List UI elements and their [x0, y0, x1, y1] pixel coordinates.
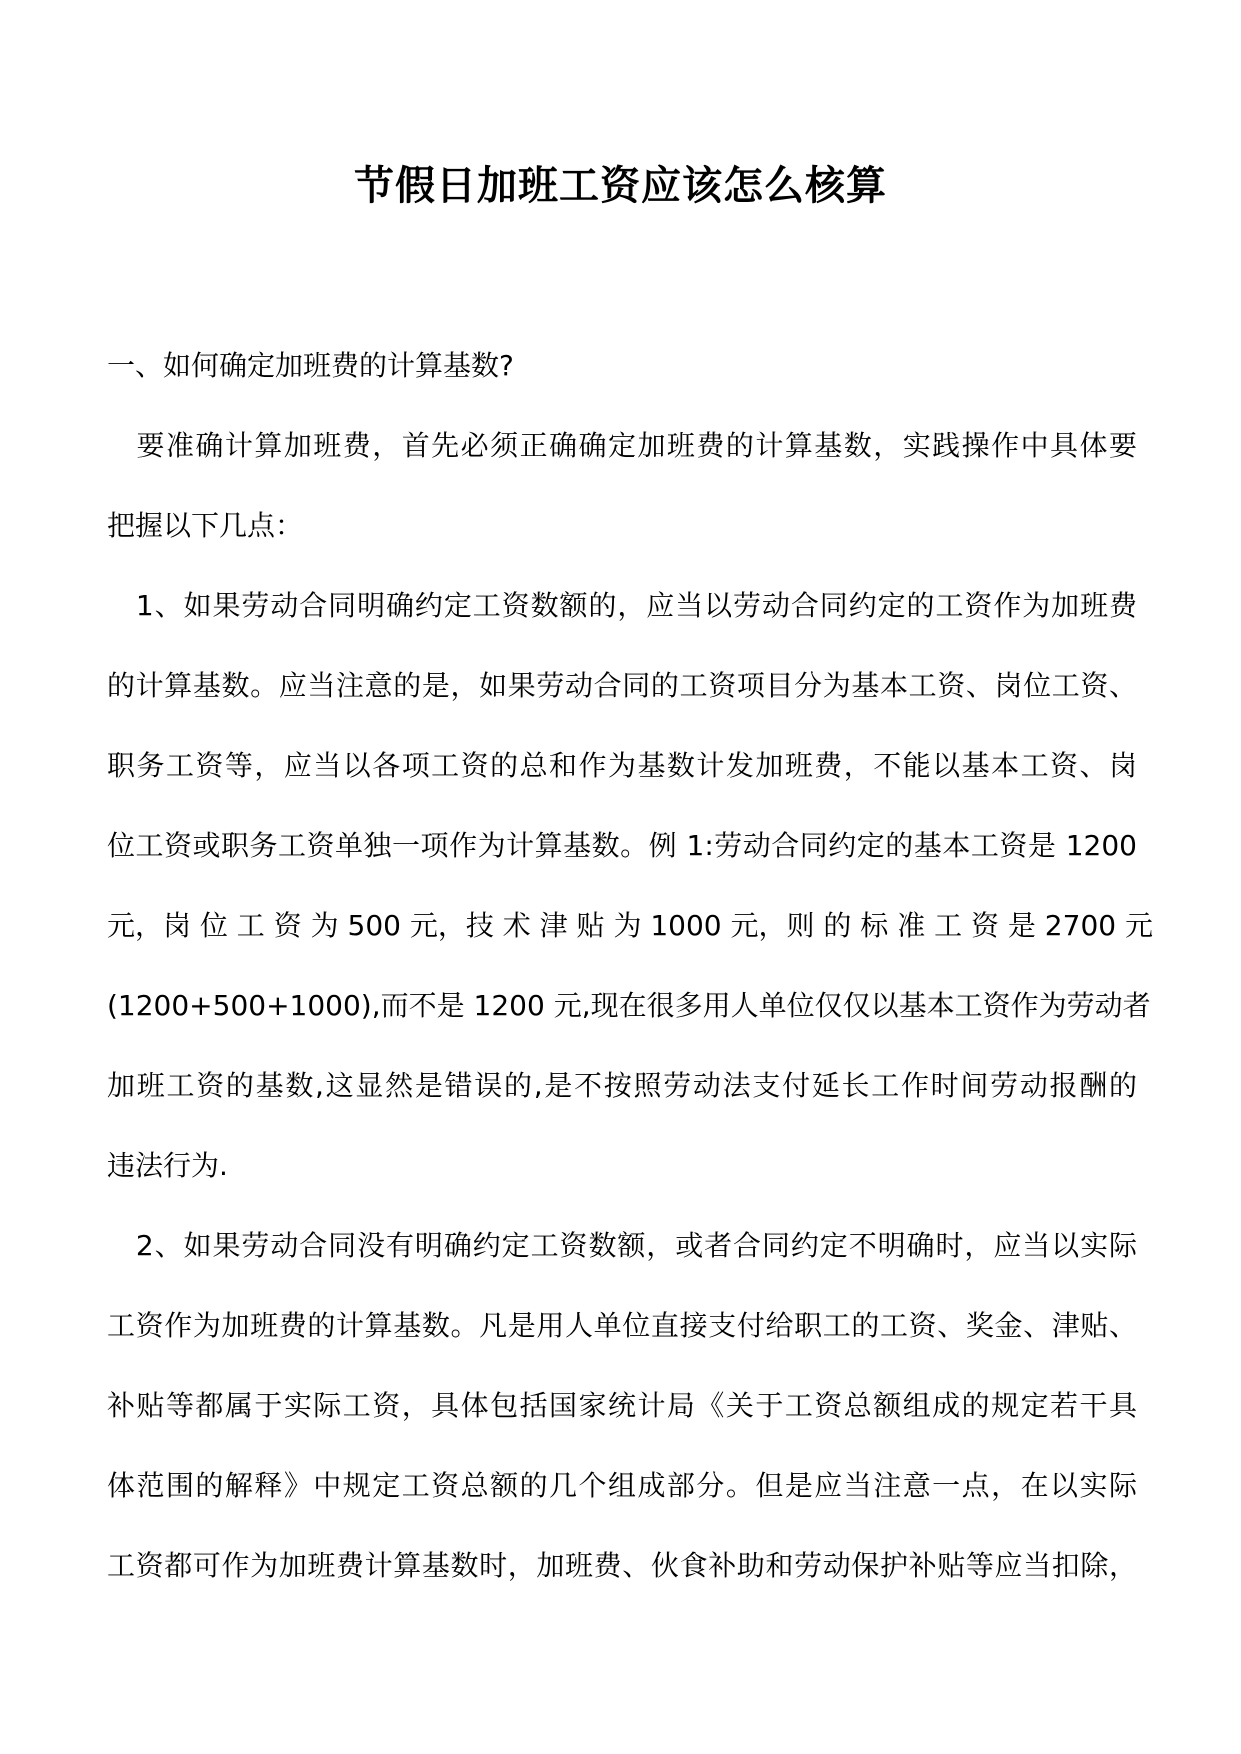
paragraph-line: (1200+500+1000),而不是 1200 元,现在很多用人单位仅仅以基本工资作为劳动者: [107, 989, 1151, 1022]
paragraph-line: 位工资或职务工资单独一项作为计算基数。例 1:劳动合同约定的基本工资是 1200: [107, 829, 1137, 862]
paragraph-line: 加班工资的基数,这显然是错误的,是不按照劳动法支付延长工作时间劳动报酬的: [107, 1069, 1137, 1102]
section-heading: 一、如何确定加班费的计算基数?: [107, 349, 514, 382]
paragraph-line: 违法行为.: [107, 1149, 228, 1182]
paragraph-line: 要准确计算加班费，首先必须正确确定加班费的计算基数，实践操作中具体要: [107, 429, 1137, 462]
paragraph-line: 的计算基数。应当注意的是，如果劳动合同的工资项目分为基本工资、岗位工资、: [107, 669, 1137, 702]
paragraph-line: 把握以下几点：: [107, 509, 304, 542]
paragraph-line: 工资都可作为加班费计算基数时，加班费、伙食补助和劳动保护补贴等应当扣除，: [107, 1549, 1137, 1582]
paragraph-line: 1、如果劳动合同明确约定工资数额的，应当以劳动合同约定的工资作为加班费: [107, 589, 1137, 622]
document-title: 节假日加班工资应该怎么核算: [354, 162, 887, 209]
paragraph-line: 职务工资等，应当以各项工资的总和作为基数计发加班费，不能以基本工资、岗: [107, 749, 1137, 782]
paragraph-line: 元，岗 位 工 资 为 500 元，技 术 津 贴 为 1000 元，则 的 标 准 工 资 是 2700 元: [107, 909, 1153, 942]
paragraph-line: 2、如果劳动合同没有明确约定工资数额，或者合同约定不明确时，应当以实际: [107, 1229, 1137, 1262]
paragraph-line: 体范围的解释》中规定工资总额的几个组成部分。但是应当注意一点，在以实际: [107, 1469, 1137, 1502]
paragraph-line: 补贴等都属于实际工资，具体包括国家统计局《关于工资总额组成的规定若干具: [107, 1389, 1137, 1422]
paragraph-line: 工资作为加班费的计算基数。凡是用人单位直接支付给职工的工资、奖金、津贴、: [107, 1309, 1137, 1342]
